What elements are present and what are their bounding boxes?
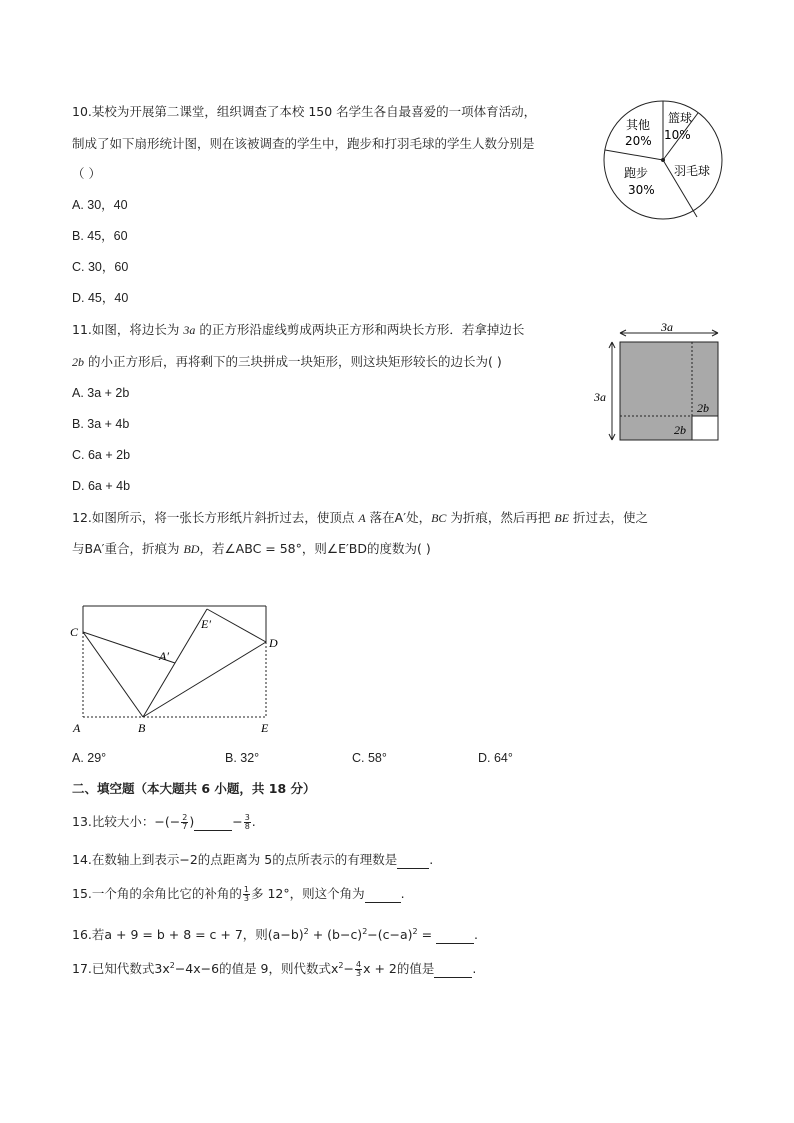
q13-frac1-num: 2 [182, 813, 188, 822]
q17-answer-blank[interactable] [434, 961, 472, 978]
pie-center-dot [661, 158, 665, 162]
q13-text-d: . [251, 814, 256, 829]
q16-line [72, 927, 478, 944]
q13-fraction-1 [181, 814, 188, 831]
q13-frac1-den: 7 [182, 822, 188, 831]
q16-sup2: 2 [362, 926, 368, 936]
top-dimension-label: 3a [661, 320, 673, 334]
q12-line2 [72, 541, 431, 557]
q11-line2-text: 的小正方形后，再将剩下的三块拼成一块矩形，则这块矩形较长的边长为( ) [84, 354, 502, 369]
inner-label-2b-bottom: 2b [674, 423, 686, 437]
q12-option-b[interactable]: B. 32° [225, 751, 260, 765]
q15-text-b: 多 12°，则这个角为 [250, 886, 365, 901]
q10-line1: 10.某校为开展第二课堂，组织调查了本校 150 名学生各自最喜爱的一项体育活动， [72, 104, 537, 119]
pie-label-running: 跑步 [624, 166, 649, 180]
q12-option-c[interactable]: C. 58° [352, 751, 387, 765]
q16-answer-blank[interactable] [436, 927, 474, 944]
q17-line [72, 961, 476, 978]
pie-divider-other [605, 150, 663, 160]
inner-label-2b-right: 2b [697, 401, 709, 415]
q14-end: . [429, 852, 434, 867]
left-dimension-label: 3a [594, 390, 606, 404]
label-B: B [138, 721, 146, 735]
q13-text-b: ) [189, 814, 195, 829]
q17-fraction [355, 961, 362, 978]
q15-fraction [243, 886, 250, 903]
q12-line1 [72, 510, 648, 526]
q13-fraction-2 [244, 814, 251, 831]
q14-text: 14.在数轴上到表示−2的点距离为 5的点所表示的有理数是 [72, 852, 398, 867]
q17-text-a: 17.已知代数式3x [72, 961, 170, 976]
q13-text-a: 13.比较大小：−(− [72, 814, 181, 829]
q12-text-d: 折过去，使之 [569, 510, 649, 525]
q12-text-c: 为折痕，然后再把 [446, 510, 555, 525]
q11-square-figure [590, 315, 730, 445]
q13-text-c: − [232, 814, 243, 829]
q12-option-d[interactable]: D. 64° [478, 751, 513, 765]
q10-line2: 制成了如下扇形统计图，则在该被调查的学生中，跑步和打羽毛球的学生人数分别是 [72, 136, 535, 151]
pie-pct-other: 20% [625, 134, 652, 148]
q16-end: . [474, 927, 479, 942]
q17-text-b: −4x−6的值是 9，则代数式x [174, 961, 339, 976]
q14-answer-blank[interactable] [397, 852, 429, 869]
q15-line [72, 886, 405, 903]
q16-text-a: 16.若a + 9 = b + 8 = c + 7，则(a−b) [72, 927, 304, 942]
q17-frac-num: 4 [355, 960, 362, 969]
q15-frac-num: 1 [243, 885, 249, 894]
q12-text-a: 12.如图所示，将一张长方形纸片斜折过去，使顶点 [72, 510, 359, 525]
q12-text-e: 与BA′重合，折痕为 [72, 541, 184, 556]
q11-var-3a: 3a [183, 323, 196, 337]
q17-sup2: 2 [338, 960, 344, 970]
q12-option-a[interactable]: A. 29° [72, 751, 107, 765]
section2-title: 二、填空题（本大题共 6 小题，共 18 分） [72, 781, 316, 796]
q13-frac2-num: 3 [244, 813, 250, 822]
q10-pie-chart [600, 95, 740, 230]
q13-answer-blank[interactable] [194, 814, 232, 831]
q13-frac2-den: 8 [244, 822, 250, 831]
pie-label-badminton: 羽毛球 [674, 164, 711, 178]
line-BE-prime [143, 609, 207, 717]
q16-sup3: 2 [412, 926, 418, 936]
q13-line [72, 814, 256, 831]
pie-pct-basketball: 10% [664, 128, 691, 142]
q11-line1-text-b: 的正方形沿虚线剪成两块正方形和两块长方形．若拿掉边长 [195, 322, 525, 337]
q15-end: . [400, 886, 405, 901]
q11-line2 [72, 354, 502, 370]
q17-end: . [472, 961, 477, 976]
q15-frac-den: 3 [243, 894, 249, 903]
pie-pct-running: 30% [628, 183, 655, 197]
q12-var-BD: BD [183, 542, 200, 556]
label-D: D [269, 636, 278, 650]
q15-answer-blank[interactable] [365, 886, 401, 903]
q16-sup1: 2 [303, 926, 309, 936]
label-C: C [70, 625, 79, 639]
line-E-prime-D [207, 609, 266, 642]
q12-text-b: 落在A′处， [365, 510, 432, 525]
q16-text-d: = [417, 927, 437, 942]
q11-var-2b: 2b [72, 355, 84, 369]
q12-var-BC: BC [431, 511, 447, 525]
removed-small-square [692, 416, 718, 440]
q12-fold-figure [66, 598, 286, 738]
q12-var-BE: BE [554, 511, 570, 525]
q15-text-a: 15.一个角的余角比它的补角的 [72, 886, 242, 901]
q11-option-d[interactable]: D. 6a + 4b [72, 479, 131, 493]
q17-text-c: − [343, 961, 354, 976]
q10-option-a[interactable]: A. 30，40 [72, 198, 128, 212]
fold-line-BC [83, 632, 143, 717]
q12-text-f: ，若∠ABC = 58°，则∠E′BD的度数为( ) [199, 541, 431, 556]
q17-sup1: 2 [169, 960, 175, 970]
q10-option-b[interactable]: B. 45，60 [72, 229, 128, 243]
q11-option-a[interactable]: A. 3a + 2b [72, 386, 130, 400]
q10-option-d[interactable]: D. 45，40 [72, 291, 129, 305]
label-A-prime: A′ [159, 649, 169, 663]
q11-option-b[interactable]: B. 3a + 4b [72, 417, 130, 431]
q11-option-c[interactable]: C. 6a + 2b [72, 448, 131, 462]
q16-text-b: + (b−c) [308, 927, 363, 942]
q14-line [72, 852, 433, 869]
q12-var-A: A [358, 511, 366, 525]
pie-label-other: 其他 [626, 118, 651, 132]
q10-line3: （ ） [72, 166, 101, 181]
q11-line1-text-a: 11.如图，将边长为 [72, 322, 184, 337]
label-E: E [261, 721, 269, 735]
label-A: A [73, 721, 81, 735]
q16-text-c: −(c−a) [367, 927, 413, 942]
label-E-prime: E′ [201, 617, 211, 631]
q10-option-c[interactable]: C. 30，60 [72, 260, 129, 274]
q11-line1 [72, 322, 524, 338]
q17-frac-den: 3 [355, 969, 362, 978]
q17-text-d: x + 2的值是 [363, 961, 435, 976]
pie-label-basketball: 篮球 [668, 111, 693, 125]
